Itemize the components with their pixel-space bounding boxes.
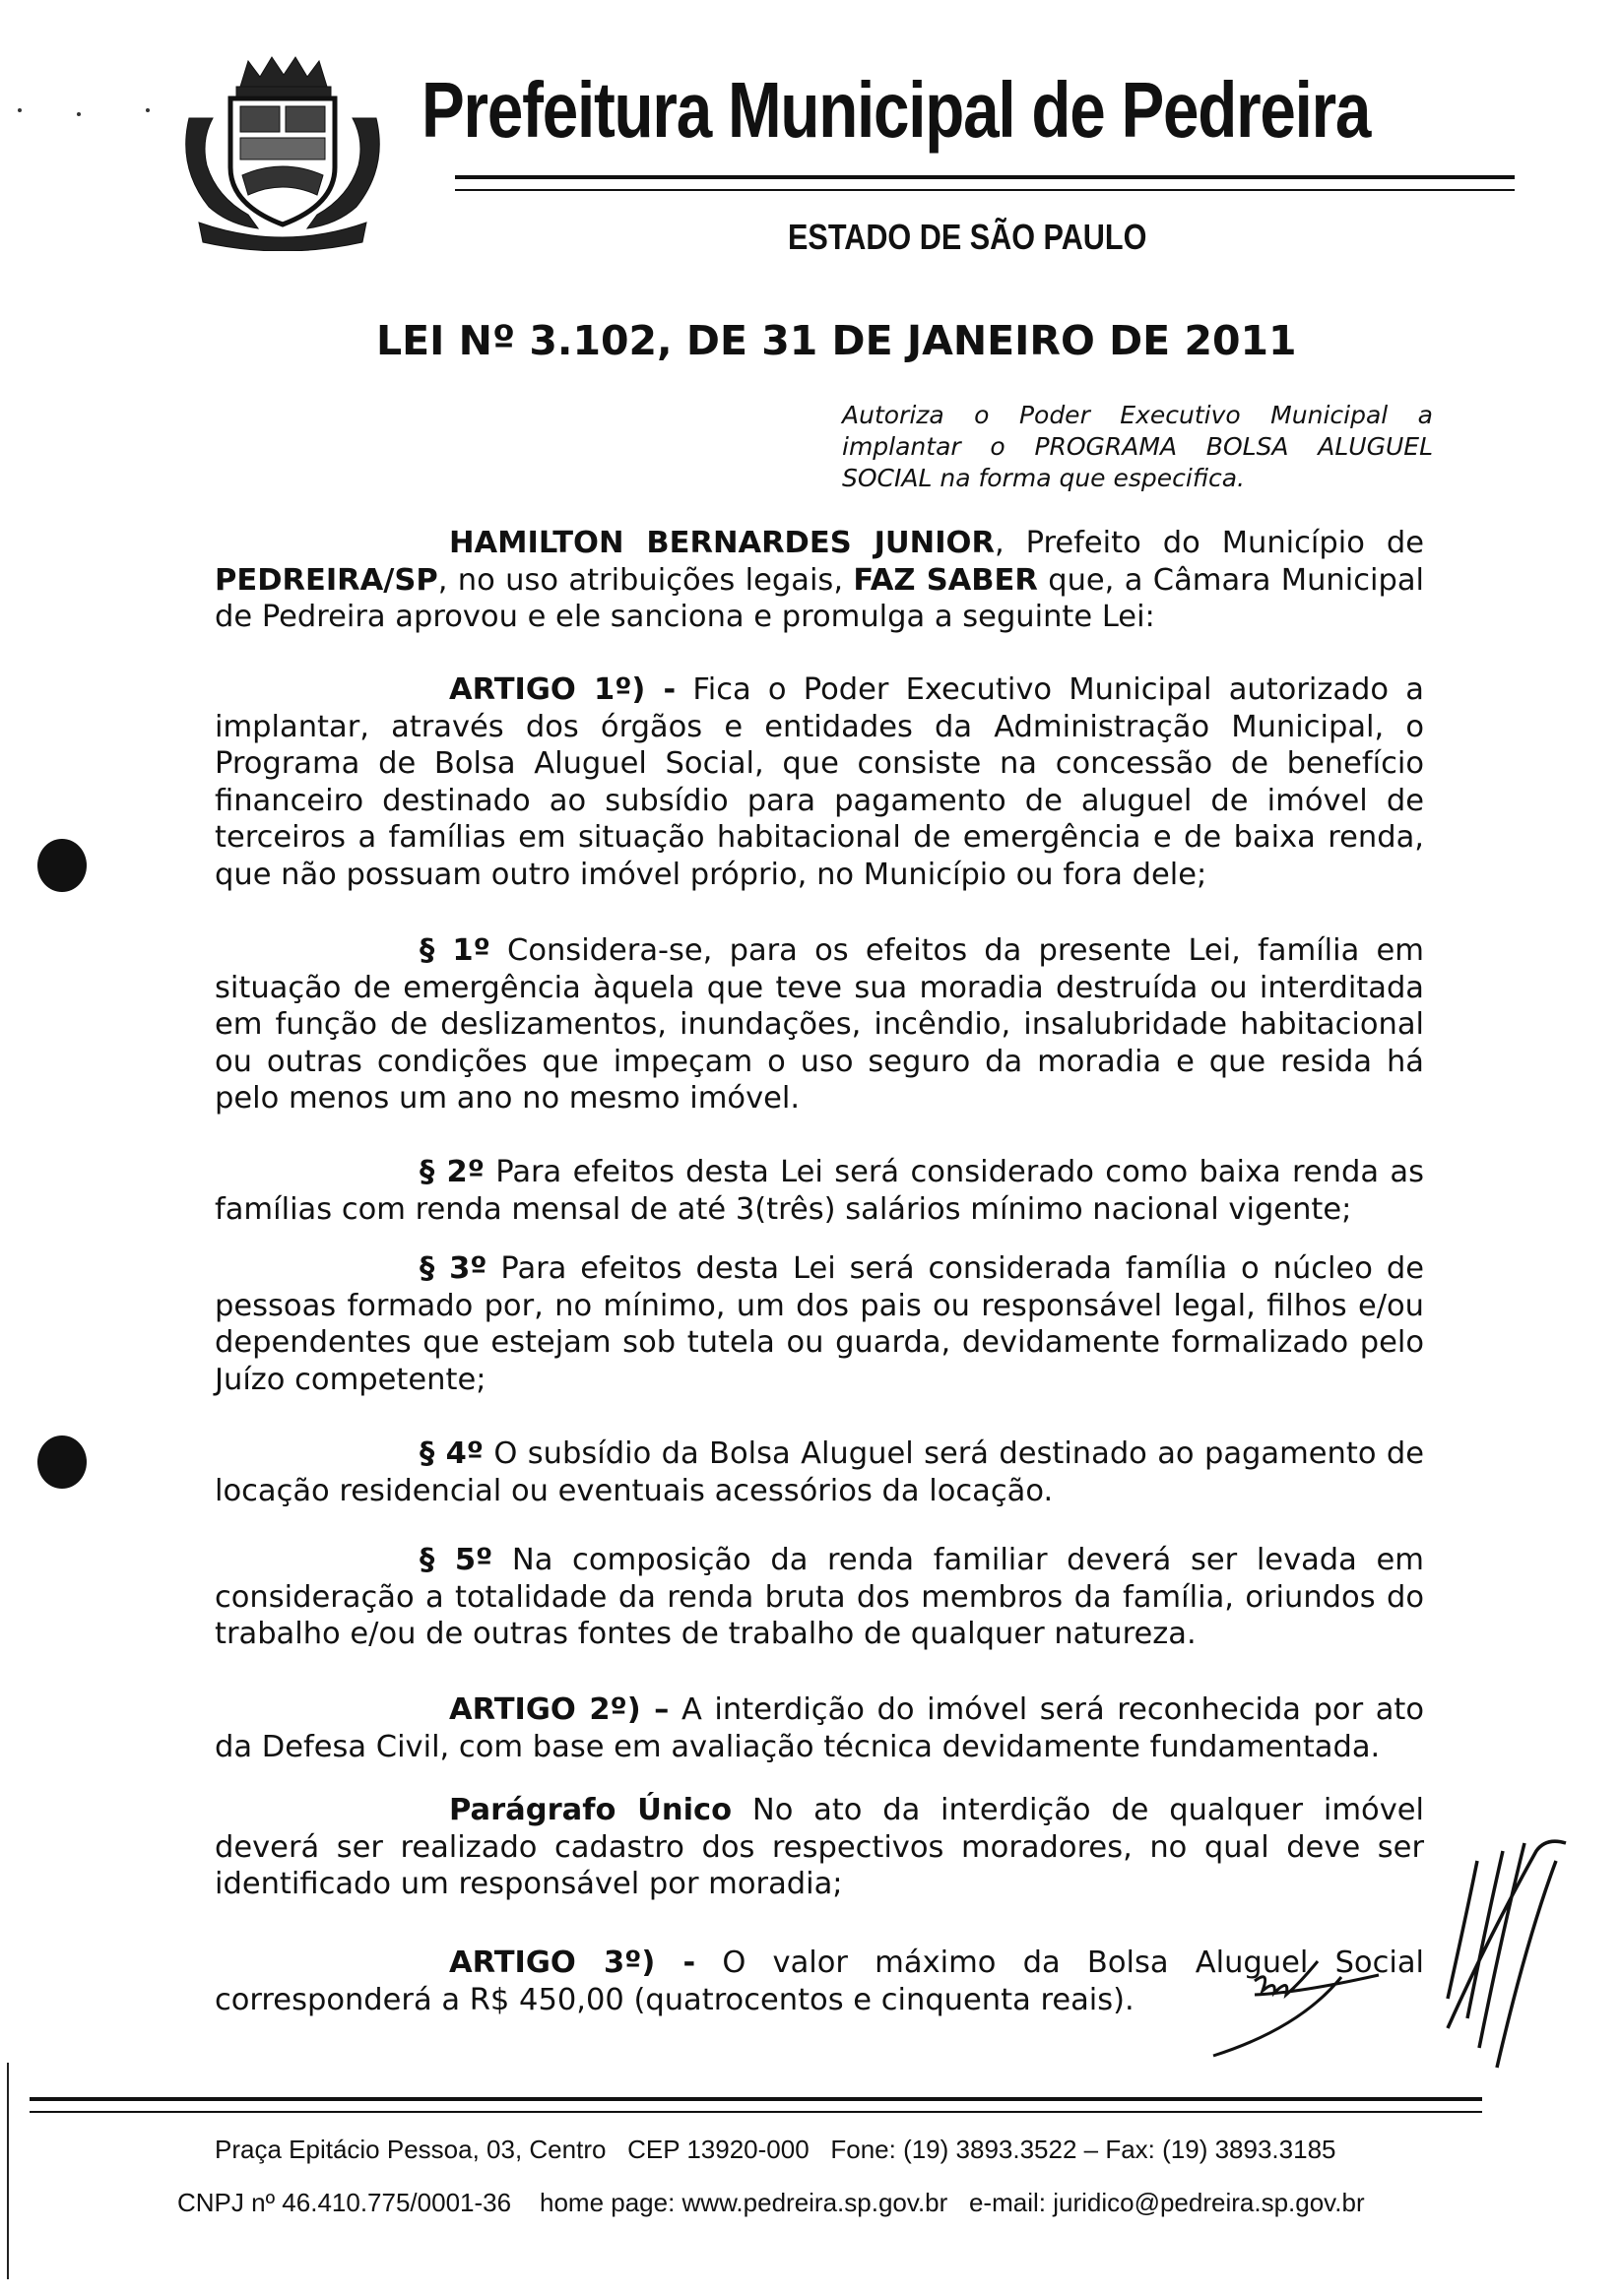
section-label: § 5º [420, 1543, 493, 1577]
section-label: § 1º [420, 933, 490, 968]
scan-speck [77, 112, 81, 116]
footer-address-line [215, 2135, 1336, 2165]
article-label: ARTIGO 2º) – [449, 1692, 670, 1727]
footer-divider [30, 2097, 1482, 2113]
page-title: Prefeitura Municipal de Pedreira [421, 66, 1371, 154]
mayor-name: HAMILTON BERNARDES JUNIOR [449, 526, 995, 560]
municipal-crest-logo [169, 49, 396, 251]
law-title: LEI Nº 3.102, DE 31 DE JANEIRO DE 2011 [376, 317, 1297, 364]
punch-hole [37, 839, 87, 892]
footer-address: Praça Epitácio Pessoa, 03, Centro [215, 2135, 607, 2164]
paragrafo-unico: Parágrafo Único No ato da interdição de qualquer imóvel deverá ser realizado cadastro dos respectivos moradores, no qual deve ser identificado um responsável por moradia; [215, 1793, 1424, 1901]
section-2: § 2º Para efeitos desta Lei será considerado como baixa renda as famílias com renda mensal de até 3(três) salários mínimo nacional vigente; [215, 1155, 1424, 1227]
section-1: § 1º Considera-se, para os efeitos da presente Lei, família em situação de emergência àquela que teve sua moradia destruída ou interditada em função de deslizamentos, inundações, incêndio, insalubridade habitacional ou outras condições que impeçam o uso seguro da moradia e que resida há pelo menos um ano no mesmo imóvel. [215, 933, 1424, 1116]
punch-hole [37, 1435, 87, 1489]
scan-speck [146, 108, 150, 112]
faz-saber: FAZ SABER [853, 562, 1038, 598]
preamble: HAMILTON BERNARDES JUNIOR, Prefeito do Município de PEDREIRA/SP, no uso atribuições legais, FAZ SABER que, a Câmara Municipal de Pedreira aprovou e ele sanciona e promulga a seguinte Lei: [215, 526, 1424, 634]
article-label: ARTIGO 3º) - [449, 1945, 696, 1980]
header-divider [455, 175, 1515, 191]
city-name: PEDREIRA/SP [215, 562, 438, 598]
section-5: § 5º Na composição da renda familiar deverá ser levada em consideração a totalidade da renda bruta dos membros da família, oriundos do trabalho e/ou de outras fontes de trabalho de qualquer natureza. [215, 1543, 1424, 1651]
margin-initials-mark [1418, 1821, 1586, 2087]
article-2: ARTIGO 2º) – A interdição do imóvel será reconhecida por ato da Defesa Civil, com base em avaliação técnica devidamente fundamentada. [215, 1692, 1425, 1764]
section-3: § 3º Para efeitos desta Lei será considerada família o núcleo de pessoas formado por, no mínimo, um dos pais ou responsável legal, filhos e/ou dependentes que estejam sob tutela ou guarda, devidamente formalizado pelo Juízo competente; [215, 1251, 1424, 1397]
footer-phone: Fone: (19) 3893.3522 – Fax: (19) 3893.3185 [830, 2135, 1336, 2164]
footer-homepage: home page: www.pedreira.sp.gov.br [539, 2188, 948, 2217]
footer-cep: CEP 13920-000 [627, 2135, 810, 2164]
section-label: § 4º [420, 1436, 484, 1471]
scan-margin-line [7, 2063, 9, 2279]
signature-mark [1152, 1920, 1389, 2068]
section-label: § 3º [420, 1251, 487, 1286]
article-3: ARTIGO 3º) - O valor máximo da Bolsa Aluguel Social corresponderá a R$ 450,00 (quatrocentos e cinquenta reais). [215, 1945, 1424, 2017]
footer-contact-line [177, 2188, 1365, 2218]
section-4: § 4º O subsídio da Bolsa Aluguel será destinado ao pagamento de locação residencial ou eventuais acessórios da locação. [215, 1436, 1425, 1508]
scan-speck [18, 108, 22, 112]
law-summary: Autoriza o Poder Executivo Municipal a implantar o PROGRAMA BOLSA ALUGUEL SOCIAL na forma que especifica. [842, 401, 1433, 492]
article-label: ARTIGO 1º) - [449, 672, 677, 707]
footer-cnpj: CNPJ nº 46.410.775/0001-36 [177, 2188, 512, 2217]
state-subtitle: ESTADO DE SÃO PAULO [788, 217, 1147, 257]
article-1: ARTIGO 1º) - Fica o Poder Executivo Municipal autorizado a implantar, através dos órgãos e entidades da Administração Municipal, o Programa de Bolsa Aluguel Social, que consiste na concessão de benefício financeiro destinado ao subsídio para pagamento de aluguel de imóvel de terceiros a famílias em situação habitacional de emergência e de baixa renda, que não possuam outro imóvel próprio, no Município ou fora dele; [215, 672, 1424, 892]
footer-email: e-mail: juridico@pedreira.sp.gov.br [968, 2188, 1365, 2217]
paragrafo-unico-label: Parágrafo Único [449, 1793, 733, 1827]
section-label: § 2º [420, 1155, 485, 1189]
